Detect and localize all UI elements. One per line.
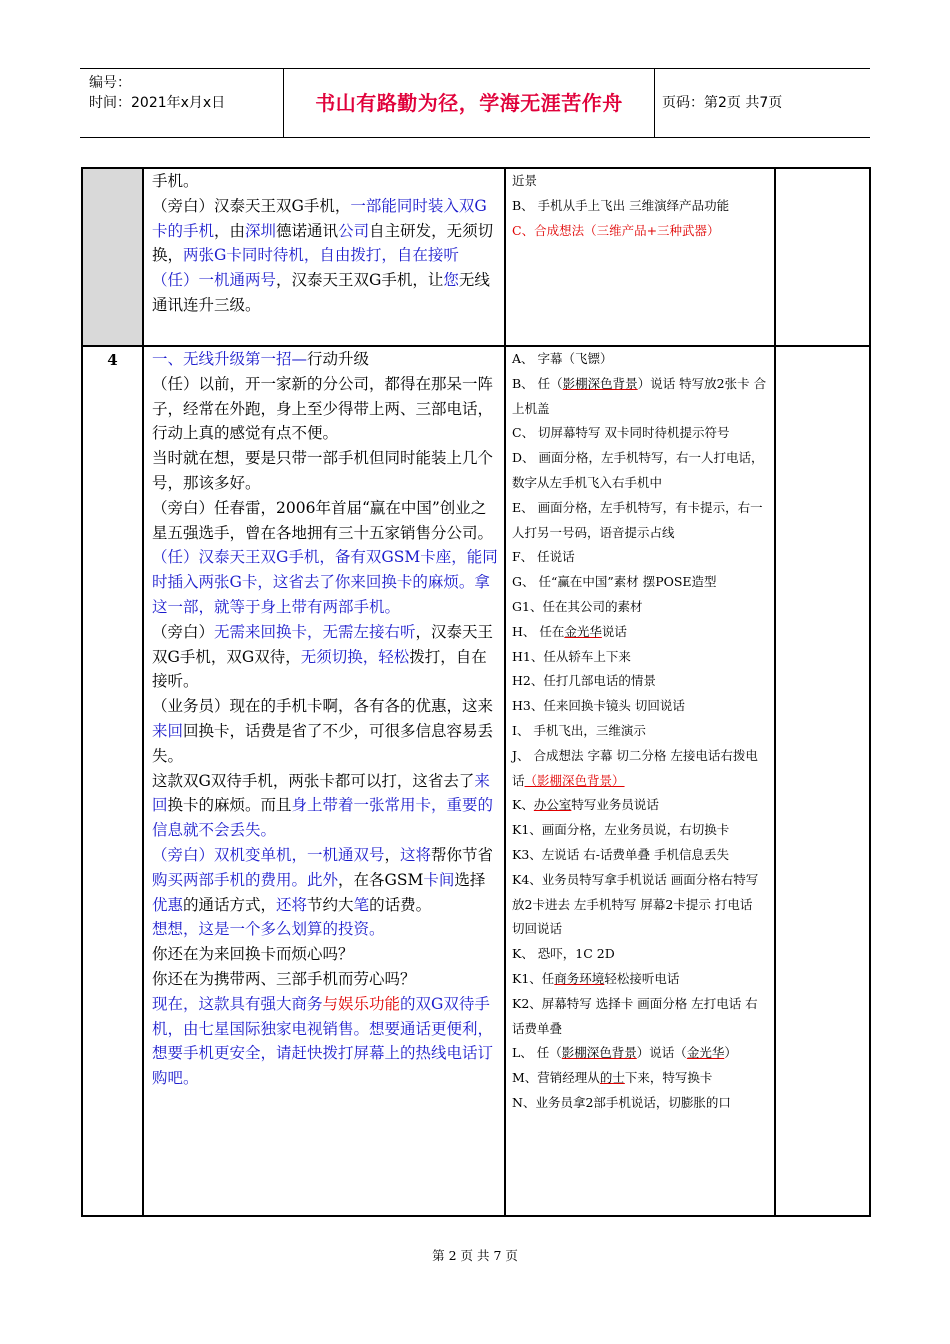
narration-paragraph [144, 917, 504, 942]
text-segment: 影棚深色背景 [561, 1045, 637, 1061]
text-segment: H2、任打几部电话的情景 [512, 673, 656, 689]
text-segment: （旁白）任春雷，2006年首届“赢在中国”创业之星五强选手，曾在各地拥有三十五家销售分公司。 [152, 498, 494, 542]
text-segment: H1、任从轿车上下来 [512, 648, 631, 664]
text-segment: E、 画面分格，左手机特写，有卡提示，右一人打另一号码，语音提示占线 [512, 499, 763, 540]
shots-cell [505, 168, 775, 346]
text-segment: ， [384, 845, 401, 864]
shot-item [506, 169, 774, 194]
narration-paragraph [144, 268, 504, 318]
text-segment: 你还在为来回换卡而烦心吗？ [152, 945, 354, 964]
text-segment: J、 合成想法 字幕 切二分格 左接电话右拨电话 [512, 747, 758, 788]
text-segment: 无需来回换卡，无需左接右听 [214, 622, 416, 641]
text-segment: 身上带着一张常用卡，重要的信息就不会丢失。 [152, 796, 494, 840]
text-segment: 一部能同时装入双G卡的手机 [152, 196, 487, 240]
text-segment: K、 [512, 797, 534, 813]
text-segment: 两张G卡同时待机，自由拨打，自在接听 [183, 246, 459, 265]
narration-paragraph [144, 372, 504, 446]
narration-paragraph [144, 769, 504, 843]
shot-item [506, 570, 774, 595]
text-segment: 的话费。 [369, 895, 432, 914]
narration-paragraph [144, 496, 504, 546]
text-segment: 轻松接听电话 [604, 970, 680, 986]
narration-paragraph [144, 446, 504, 496]
text-segment: 当时就在想，要是只带一部手机但同时能装上几个号，那该多好。 [152, 449, 494, 492]
narration-paragraph [144, 992, 504, 1091]
text-segment: A、 字幕（飞镖） [512, 351, 613, 366]
text-segment: 购买两部手机的费用。此外 [152, 870, 339, 889]
text-segment: 影棚深色背景 [562, 375, 638, 391]
text-segment: G1、任在其公司的素材 [512, 598, 643, 614]
text-segment: K、 恐吓，1C 2D [512, 946, 615, 962]
notes-cell [775, 346, 870, 1216]
text-segment: 现在，这款具有强大商务 [152, 994, 323, 1013]
text-segment: H3、任来回换卡镜头 切回说话 [512, 698, 685, 714]
text-segment: N、业务员拿2部手机说话，切膨胀的口 [512, 1094, 731, 1110]
text-segment: K1、任 [512, 970, 555, 986]
text-segment: 这将 [400, 845, 432, 864]
text-segment: ，由 [214, 221, 246, 240]
shot-item [506, 868, 774, 942]
shot-item [506, 992, 774, 1042]
text-segment: 与娱乐功能 [322, 994, 401, 1013]
text-segment: 来回 [152, 771, 490, 815]
table-row [82, 346, 870, 1216]
text-segment: （任）以前，开一家新的分公司，都得在那呆一阵子，经常在外跑，身上至少得带上两、三部电话，行动上真的感觉有点不便。 [152, 374, 494, 443]
notes-cell [775, 168, 870, 346]
shot-item [506, 669, 774, 694]
doc-date-label: 时间：2021年x月x日 [89, 95, 226, 111]
text-segment: 金光华 [686, 1045, 725, 1061]
shot-item [506, 694, 774, 719]
text-segment: 优惠 [152, 895, 184, 914]
text-segment: H、 任在 [512, 623, 565, 639]
shot-item [506, 620, 774, 645]
shot-item [506, 372, 774, 422]
narration-paragraph [144, 347, 504, 372]
text-segment: ，汉泰天王双G手机，让 [276, 271, 444, 290]
shot-item [506, 545, 774, 570]
text-segment: 说话 [601, 623, 627, 639]
narration-paragraph [144, 169, 504, 194]
shot-item [506, 843, 774, 868]
shot-item [506, 595, 774, 620]
text-segment: ） [724, 1045, 737, 1061]
text-segment: C、 切屏幕特写 双卡同时待机提示符号 [512, 425, 730, 441]
narration-paragraph [144, 843, 504, 917]
narration-paragraph [144, 620, 504, 694]
text-segment: D、 画面分格，左手机特写，右一人打电话，数字从左手机飞入右手机中 [512, 450, 764, 490]
text-segment: M、营销经理从 [512, 1070, 600, 1086]
shot-item [506, 1041, 774, 1066]
shot-item [506, 744, 774, 794]
text-segment: （旁白） [152, 622, 215, 641]
text-segment: （旁白）双机变单机，一机通双号 [152, 845, 385, 864]
narration-cell [143, 346, 505, 1216]
text-segment: ，在各GSM [338, 870, 424, 889]
narration-paragraph [144, 194, 504, 268]
text-segment: 下来，特写换卡 [624, 1070, 713, 1086]
text-segment: 手机。 [152, 172, 199, 190]
shot-item [506, 967, 774, 992]
text-segment: 自主研发，无须切换， [152, 221, 494, 265]
text-segment: L、 任（ [512, 1045, 562, 1061]
text-segment: 您 [443, 271, 459, 290]
narration-cell [143, 168, 505, 346]
text-segment: ，汉泰天王双G手机，双G双待， [152, 622, 494, 666]
text-segment: 帮你节省 [431, 845, 494, 864]
text-segment: 一、无线升级第一招— [152, 350, 308, 368]
shot-item [506, 793, 774, 818]
text-segment: （业务员）现在的手机卡啊，各有各的优惠，这来 [152, 697, 494, 716]
text-segment: 换卡的麻烦。而且 [167, 796, 292, 815]
narration-paragraph [144, 967, 504, 992]
text-segment: K3、左说话 右-话费单叠 手机信息丢失 [512, 846, 729, 862]
shot-item [506, 942, 774, 967]
shots-cell [505, 346, 775, 1216]
text-segment: 公司 [338, 221, 370, 240]
text-segment: 无须切换，轻松 [300, 647, 410, 666]
shot-item [506, 421, 774, 446]
text-segment: C、合成想法（三维产品+三种武器） [512, 222, 720, 238]
shot-item [506, 496, 774, 546]
shot-item [506, 446, 774, 496]
text-segment: F、 任说话 [512, 549, 575, 565]
text-segment: （旁白）汉泰天王双G手机， [152, 196, 351, 215]
text-segment: B、 手机从手上飞出 三维演绎产品功能 [512, 197, 730, 213]
text-segment: 这款双G双待手机，两张卡都可以打，这省去了 [152, 771, 475, 790]
text-segment: 的通话方式， [183, 895, 277, 914]
text-segment: I、 手机飞出，三维演示 [512, 722, 646, 738]
text-segment: 金光华 [564, 623, 602, 639]
text-segment: 深圳 [245, 221, 277, 240]
text-segment: 商务环境 [554, 970, 605, 986]
doc-number-label: 编号： [89, 75, 131, 91]
text-segment: 卡间 [423, 870, 455, 889]
text-segment: 你还在为携带两、三部手机而劳心吗？ [152, 969, 416, 988]
shot-item [506, 194, 774, 219]
header-page-label: 页码：第2页 共7页 [662, 95, 783, 111]
shot-item [506, 719, 774, 744]
shot-item [506, 219, 774, 244]
text-segment: （任）汉泰天王双G手机，备有双GSM卡座，能同时插入两张G卡，这省去了你来回换卡的麻烦。拿这一部，就等于身上带有两部手机。 [152, 548, 498, 616]
text-segment: 拨打，自在接听。 [152, 647, 487, 691]
text-segment: 近景 [512, 173, 538, 188]
header-meta [89, 73, 284, 113]
text-segment: 德诺通讯 [276, 221, 339, 240]
table-row [82, 168, 870, 346]
text-segment: ）说话（ [636, 1045, 687, 1061]
narration-paragraph [144, 942, 504, 967]
text-segment: 行动升级 [307, 350, 370, 368]
text-segment: K2、屏幕特写 选择卡 画面分格 左打电话 右话费单叠 [512, 995, 758, 1036]
text-segment: 还将 [276, 895, 308, 914]
text-segment: 办公室 [533, 797, 572, 813]
text-segment: 来回 [152, 721, 184, 740]
text-segment: （任）一机通两号 [152, 271, 277, 290]
shot-item [506, 1066, 774, 1091]
narration-paragraph [144, 694, 504, 768]
text-segment: 的士 [599, 1070, 625, 1086]
text-segment: G、 任“赢在中国”素材 摆POSE造型 [512, 574, 717, 590]
text-segment: ）说话 特写放2张卡 合上机盖 [512, 375, 767, 416]
text-segment: 选择 [454, 870, 486, 889]
text-segment: 想想，这是一个多么划算的投资。 [152, 920, 385, 939]
header-motto: 书山有路勤为径，学海无涯苦作舟 [283, 69, 655, 137]
shot-item [506, 645, 774, 670]
text-segment: 节约大 [307, 895, 354, 914]
shot-item [506, 818, 774, 843]
narration-paragraph [144, 545, 504, 619]
text-segment: （影棚深色背景） [524, 772, 625, 788]
page-header [80, 68, 870, 138]
shot-item [506, 347, 774, 372]
shot-item [506, 1091, 774, 1116]
text-segment: K1、画面分格，左业务员说，右切换卡 [512, 822, 730, 838]
text-segment: 特写业务员说话 [571, 797, 659, 813]
text-segment: 无线通讯连升三级。 [152, 271, 490, 314]
row-number-cell: 4 [82, 346, 143, 1216]
row-number-cell [82, 168, 143, 346]
text-segment: 的双G双待手机，由七星国际独家电视销售。想要通话更便利，想要手机更安全，请赶快拨打屏幕上的热线电话订购吧。 [152, 994, 494, 1088]
text-segment: 笔 [353, 895, 370, 914]
text-segment: B、 任（ [512, 375, 563, 391]
text-segment: K4、业务员特写拿手机说话 画面分格右特写放2卡进去 左手机特写 屏幕2卡提示 打电话 切回说话 [512, 871, 759, 937]
page-footer: 第 2 页 共 7 页 [432, 1248, 518, 1263]
text-segment: 回换卡，话费是省了不少，可很多信息容易丢失。 [152, 721, 494, 765]
script-table [81, 167, 871, 1217]
